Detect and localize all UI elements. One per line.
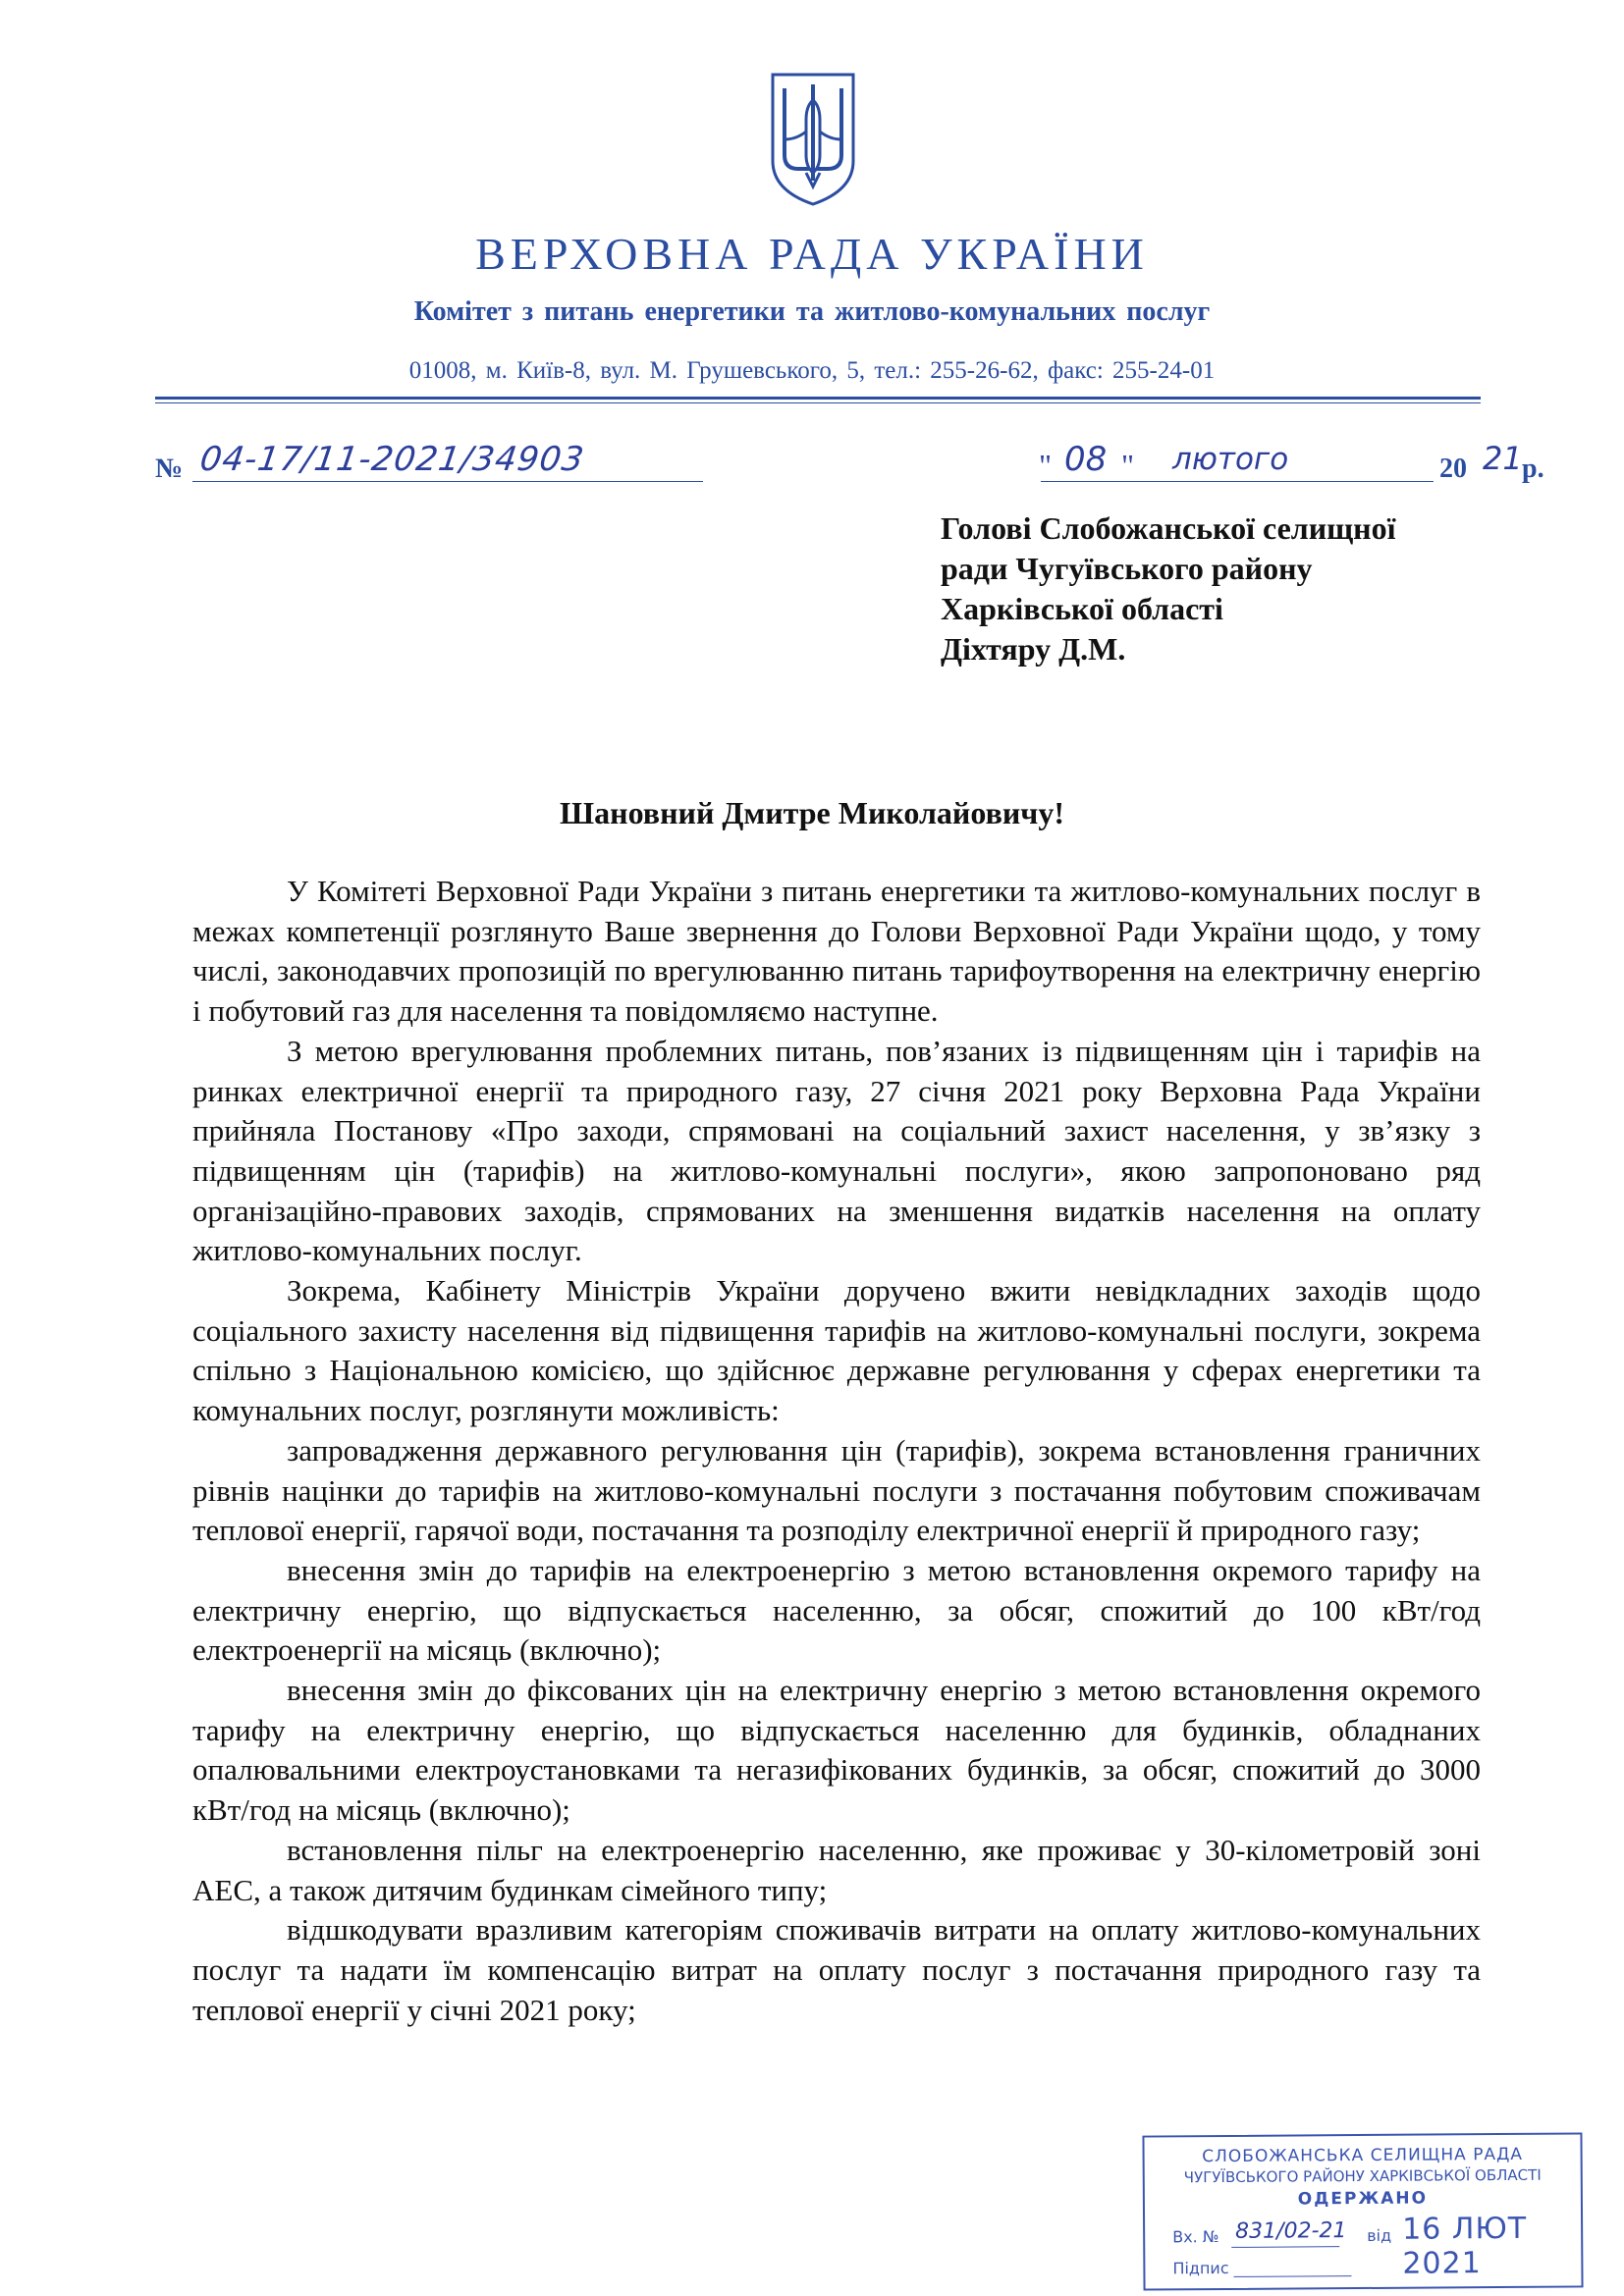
letterhead-divider-thin xyxy=(155,402,1481,403)
body-paragraph: внесення змін до фіксованих цін на електричну енергію з метою встановлення окремого тарифу на електричну енергію, що відпускається населенню для будинків, обладнаних опалювальними електроустановками та негазифікованих будинків, за обсяг, спожитий до 3000 кВт/год на місяць (включно); xyxy=(192,1673,1481,1828)
received-stamp xyxy=(1142,2132,1583,2290)
stamp-in-label: Вх. № xyxy=(1172,2227,1219,2247)
body-paragraph: У Комітеті Верховної Ради України з питань енергетики та житлово-комунальних послуг в межах компетенції розглянуто Ваше звернення до Голови Верховної Ради України щодо, у тому числі, законодавчих пропозицій по врегулюванню питань тарифоутворення на електричну енергію і побутовий газ для населення та повідомляємо наступне. xyxy=(192,874,1481,1029)
stamp-sign-underline xyxy=(1233,2275,1351,2277)
letterhead-divider xyxy=(155,397,1481,400)
committee-address: 01008, м. Київ-8, вул. М. Грушевського, 5, тел.: 255-26-62, факс: 255-24-01 xyxy=(408,357,1216,384)
addressee-line: Діхтяру Д.М. xyxy=(941,631,1126,667)
date-month: лютого xyxy=(1172,442,1289,477)
stamp-sign-label: Підпис xyxy=(1172,2258,1229,2278)
trident-icon xyxy=(767,71,859,208)
date-year-suffix: 21 xyxy=(1483,440,1523,477)
date-underline xyxy=(1041,481,1434,482)
date-quote-open: " xyxy=(1039,448,1053,483)
stamp-received: ОДЕРЖАНО xyxy=(1297,2188,1429,2210)
reference-line xyxy=(155,440,1544,489)
number-label: № xyxy=(155,454,184,484)
date-year-prefix: 20 xyxy=(1439,454,1467,484)
stamp-from-label: від xyxy=(1367,2225,1392,2245)
organization-title: ВЕРХОВНА РАДА УКРАЇНИ xyxy=(475,229,1149,279)
addressee-line: Харківської області xyxy=(941,591,1223,626)
addressee-line: ради Чугуївського району xyxy=(941,551,1313,586)
salutation: Шановний Дмитре Миколайовичу! xyxy=(560,795,1064,830)
body-paragraph: запровадження державного регулювання цін (тарифів), зокрема встановлення граничних рівнів націнки до тарифів на житлово-комунальні послуги з постачання побутовим споживачам теплової енергії, гарячої води, постачання та розподілу електричної енергії й природного газу; xyxy=(192,1432,1481,1548)
stamp-date: 16 ЛЮТ 2021 xyxy=(1402,2211,1528,2281)
letter-body xyxy=(192,872,1481,2030)
stamp-in-underline xyxy=(1231,2246,1339,2248)
year-mark: р. xyxy=(1522,454,1544,484)
committee-name: Комітет з питань енергетики та житлово-комунальних послуг xyxy=(413,296,1211,327)
date-day: 08 xyxy=(1064,440,1108,479)
body-paragraph: встановлення пільг на електроенергію населенню, яке проживає у 30-кілометровій зоні АЕС, а також дитячим будинкам сімейного типу; xyxy=(192,1832,1481,1907)
body-paragraph: Зокрема, Кабінету Міністрів України доручено вжити невідкладних заходів щодо соціального захисту населення від підвищення тарифів на житлово-комунальні послуги, зокрема спільно з Національною комісією, що здійснює державне регулювання у сферах енергетики та комунальних послуг, розглянути можливість: xyxy=(192,1273,1481,1428)
number-underline xyxy=(192,481,703,482)
stamp-in-number: 831/02-21 xyxy=(1235,2218,1347,2244)
addressee-block xyxy=(941,508,1396,669)
body-paragraph: внесення змін до тарифів на електроенергію з метою встановлення окремого тарифу на електричну енергію, що відпускається населенню, за обсяг, спожитий до 100 кВт/год електроенергії на місяць (включно); xyxy=(192,1552,1481,1668)
addressee-line: Голові Слобожанської селищної xyxy=(941,510,1396,546)
body-paragraph: відшкодувати вразливим категоріям споживачів витрати на оплату житлово-комунальних послуг та надати їм компенсацію витрат на оплату послуг з постачання природного газу та теплової енергії у січні 2021 року; xyxy=(192,1912,1481,2027)
outgoing-number: 04-17/11-2021/34903 xyxy=(197,440,587,479)
stamp-district: ЧУГУЇВСЬКОГО РАЙОНУ ХАРКІВСЬКОЇ ОБЛАСТІ xyxy=(1183,2165,1542,2187)
body-paragraph: З метою врегулювання проблемних питань, пов’язаних із підвищенням цін і тарифів на ринках електричної енергії та природного газу, 27 січня 2021 року Верховна Рада України прийняла Постанову «Про заходи, спрямовані на соціальний захист населення, у зв’язку з підвищенням цін (тарифів) на житлово-комунальні послуги», якою запропоновано ряд організаційно-правових заходів, спрямованих на зменшення видатків населення на оплату житлово-комунальних послуг. xyxy=(192,1033,1481,1268)
date-quote-close: " xyxy=(1121,448,1135,483)
stamp-council-name: СЛОБОЖАНСЬКА СЕЛИЩНА РАДА xyxy=(1202,2144,1524,2167)
